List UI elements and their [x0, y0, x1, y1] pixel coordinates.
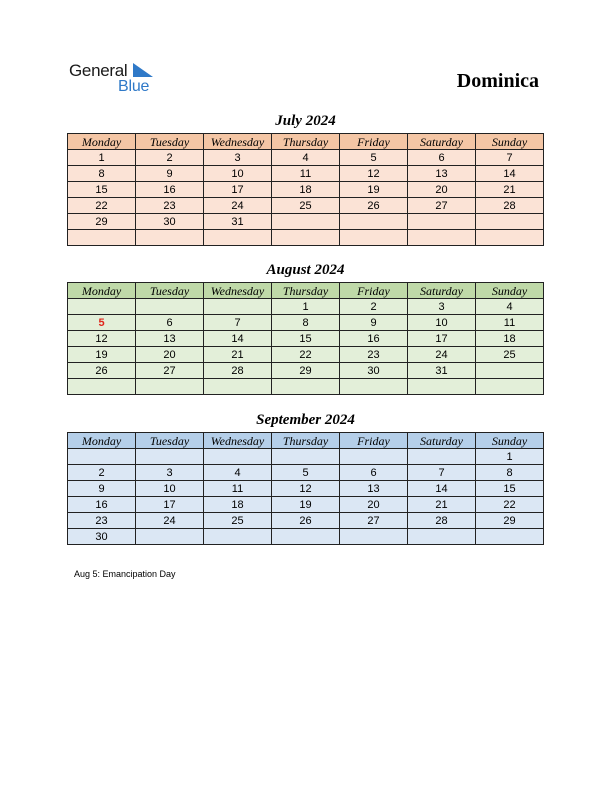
- week-row: [68, 465, 544, 481]
- weekday-header: Saturday: [408, 433, 476, 449]
- week-row: [68, 315, 544, 331]
- empty-day-cell: [340, 379, 408, 395]
- empty-day-cell: [340, 449, 408, 465]
- day-cell: 10: [408, 315, 476, 331]
- day-cell: 19: [68, 347, 136, 363]
- day-cell: 4: [204, 465, 272, 481]
- empty-day-cell: [272, 449, 340, 465]
- day-cell: 30: [68, 529, 136, 545]
- day-cell: 24: [136, 513, 204, 529]
- empty-day-cell: [272, 529, 340, 545]
- week-row: [68, 497, 544, 513]
- weekday-header: Saturday: [408, 283, 476, 299]
- day-cell: 3: [408, 299, 476, 315]
- day-cell: 9: [68, 481, 136, 497]
- day-cell: 21: [476, 182, 544, 198]
- day-cell: 17: [408, 331, 476, 347]
- week-row: [68, 198, 544, 214]
- day-cell: 16: [340, 331, 408, 347]
- day-cell: 23: [136, 198, 204, 214]
- empty-day-cell: [68, 230, 136, 246]
- country-title: Dominica: [456, 70, 539, 92]
- weekday-header: Tuesday: [136, 433, 204, 449]
- day-cell: 2: [68, 465, 136, 481]
- logo-word-blue: Blue: [118, 78, 150, 95]
- empty-day-cell: [408, 529, 476, 545]
- empty-day-cell: [408, 449, 476, 465]
- empty-day-cell: [476, 230, 544, 246]
- day-cell: 27: [340, 513, 408, 529]
- calendar-body-september: [68, 449, 544, 545]
- week-row: [68, 182, 544, 198]
- week-row: [68, 347, 544, 363]
- day-cell: 4: [272, 150, 340, 166]
- weekday-header: Friday: [340, 433, 408, 449]
- empty-day-cell: [204, 529, 272, 545]
- day-cell: 26: [340, 198, 408, 214]
- day-cell: 20: [136, 347, 204, 363]
- weekday-header: Saturday: [408, 134, 476, 150]
- day-cell: 20: [408, 182, 476, 198]
- weekday-header: Sunday: [476, 134, 544, 150]
- empty-day-cell: [340, 230, 408, 246]
- day-cell: 14: [408, 481, 476, 497]
- day-cell: 25: [476, 347, 544, 363]
- week-row: [68, 331, 544, 347]
- day-cell: 22: [68, 198, 136, 214]
- day-cell: 18: [204, 497, 272, 513]
- day-cell: 27: [136, 363, 204, 379]
- day-cell: 31: [408, 363, 476, 379]
- calendar-body-august: [68, 299, 544, 395]
- day-cell: 17: [136, 497, 204, 513]
- week-row: [68, 529, 544, 545]
- day-cell: 10: [136, 481, 204, 497]
- empty-day-cell: [204, 449, 272, 465]
- day-cell: 17: [204, 182, 272, 198]
- day-cell: 28: [476, 198, 544, 214]
- day-cell: 15: [68, 182, 136, 198]
- day-cell: 28: [204, 363, 272, 379]
- day-cell: 1: [476, 449, 544, 465]
- day-cell: 7: [476, 150, 544, 166]
- day-cell: 11: [476, 315, 544, 331]
- day-cell: 24: [204, 198, 272, 214]
- empty-day-cell: [136, 449, 204, 465]
- day-cell: 16: [136, 182, 204, 198]
- day-cell: 24: [408, 347, 476, 363]
- empty-day-cell: [204, 299, 272, 315]
- day-cell: 22: [476, 497, 544, 513]
- calendar-august: [67, 282, 544, 395]
- day-cell: 14: [476, 166, 544, 182]
- weekday-header: Thursday: [272, 283, 340, 299]
- day-cell: 13: [340, 481, 408, 497]
- empty-day-cell: [340, 529, 408, 545]
- day-cell: 1: [68, 150, 136, 166]
- holiday-day-cell: 5: [68, 315, 136, 331]
- empty-day-cell: [272, 214, 340, 230]
- weekday-header: Wednesday: [204, 134, 272, 150]
- holidays-note: Aug 5: Emancipation Day: [74, 569, 176, 579]
- day-cell: 18: [476, 331, 544, 347]
- empty-day-cell: [476, 363, 544, 379]
- day-cell: 3: [204, 150, 272, 166]
- day-cell: 15: [272, 331, 340, 347]
- empty-day-cell: [272, 379, 340, 395]
- weekday-header: Wednesday: [204, 283, 272, 299]
- empty-day-cell: [68, 379, 136, 395]
- empty-day-cell: [272, 230, 340, 246]
- empty-day-cell: [136, 299, 204, 315]
- day-cell: 14: [204, 331, 272, 347]
- day-cell: 1: [272, 299, 340, 315]
- day-cell: 10: [204, 166, 272, 182]
- day-cell: 20: [340, 497, 408, 513]
- week-row: [68, 379, 544, 395]
- day-cell: 18: [272, 182, 340, 198]
- calendar-body-july: [68, 150, 544, 246]
- day-cell: 29: [272, 363, 340, 379]
- day-cell: 26: [68, 363, 136, 379]
- empty-day-cell: [408, 230, 476, 246]
- week-row: [68, 363, 544, 379]
- day-cell: 15: [476, 481, 544, 497]
- empty-day-cell: [408, 379, 476, 395]
- day-cell: 13: [136, 331, 204, 347]
- day-cell: 11: [204, 481, 272, 497]
- week-row: [68, 166, 544, 182]
- day-cell: 5: [272, 465, 340, 481]
- week-row: [68, 150, 544, 166]
- calendar-september: [67, 432, 544, 545]
- month-title-july: July 2024: [275, 113, 336, 129]
- weekday-header: Wednesday: [204, 433, 272, 449]
- day-cell: 6: [408, 150, 476, 166]
- month-title-august: August 2024: [266, 262, 345, 278]
- weekday-header: Sunday: [476, 433, 544, 449]
- weekday-header-row: [68, 433, 544, 449]
- empty-day-cell: [204, 379, 272, 395]
- day-cell: 30: [340, 363, 408, 379]
- logo-word-general: General: [69, 61, 128, 80]
- day-cell: 25: [272, 198, 340, 214]
- day-cell: 8: [476, 465, 544, 481]
- empty-day-cell: [136, 230, 204, 246]
- day-cell: 19: [272, 497, 340, 513]
- day-cell: 4: [476, 299, 544, 315]
- day-cell: 12: [68, 331, 136, 347]
- weekday-header: Tuesday: [136, 283, 204, 299]
- week-row: [68, 299, 544, 315]
- day-cell: 3: [136, 465, 204, 481]
- weekday-header: Thursday: [272, 433, 340, 449]
- day-cell: 19: [340, 182, 408, 198]
- generalblue-logo: [68, 60, 168, 96]
- day-cell: 8: [68, 166, 136, 182]
- logo-triangle-icon: [133, 63, 153, 77]
- day-cell: 21: [408, 497, 476, 513]
- week-row: [68, 449, 544, 465]
- weekday-header: Thursday: [272, 134, 340, 150]
- day-cell: 22: [272, 347, 340, 363]
- day-cell: 31: [204, 214, 272, 230]
- day-cell: 8: [272, 315, 340, 331]
- day-cell: 7: [204, 315, 272, 331]
- day-cell: 5: [340, 150, 408, 166]
- day-cell: 9: [340, 315, 408, 331]
- empty-day-cell: [476, 379, 544, 395]
- day-cell: 2: [340, 299, 408, 315]
- day-cell: 7: [408, 465, 476, 481]
- day-cell: 28: [408, 513, 476, 529]
- weekday-header: Monday: [68, 283, 136, 299]
- weekday-header: Monday: [68, 134, 136, 150]
- day-cell: 23: [340, 347, 408, 363]
- weekday-header-row: [68, 283, 544, 299]
- empty-day-cell: [136, 379, 204, 395]
- week-row: [68, 513, 544, 529]
- empty-day-cell: [136, 529, 204, 545]
- day-cell: 6: [340, 465, 408, 481]
- weekday-header: Friday: [340, 134, 408, 150]
- day-cell: 11: [272, 166, 340, 182]
- empty-day-cell: [68, 449, 136, 465]
- day-cell: 13: [408, 166, 476, 182]
- day-cell: 29: [476, 513, 544, 529]
- day-cell: 21: [204, 347, 272, 363]
- weekday-header: Tuesday: [136, 134, 204, 150]
- day-cell: 9: [136, 166, 204, 182]
- day-cell: 12: [340, 166, 408, 182]
- day-cell: 16: [68, 497, 136, 513]
- month-title-september: September 2024: [256, 412, 355, 428]
- day-cell: 29: [68, 214, 136, 230]
- week-row: [68, 230, 544, 246]
- weekday-header: Friday: [340, 283, 408, 299]
- day-cell: 27: [408, 198, 476, 214]
- weekday-header: Monday: [68, 433, 136, 449]
- empty-day-cell: [68, 299, 136, 315]
- day-cell: 25: [204, 513, 272, 529]
- day-cell: 26: [272, 513, 340, 529]
- empty-day-cell: [408, 214, 476, 230]
- weekday-header-row: [68, 134, 544, 150]
- day-cell: 30: [136, 214, 204, 230]
- day-cell: 6: [136, 315, 204, 331]
- week-row: [68, 214, 544, 230]
- calendar-july: [67, 133, 544, 246]
- weekday-header: Sunday: [476, 283, 544, 299]
- day-cell: 12: [272, 481, 340, 497]
- week-row: [68, 481, 544, 497]
- empty-day-cell: [340, 214, 408, 230]
- empty-day-cell: [204, 230, 272, 246]
- empty-day-cell: [476, 529, 544, 545]
- empty-day-cell: [476, 214, 544, 230]
- day-cell: 2: [136, 150, 204, 166]
- day-cell: 23: [68, 513, 136, 529]
